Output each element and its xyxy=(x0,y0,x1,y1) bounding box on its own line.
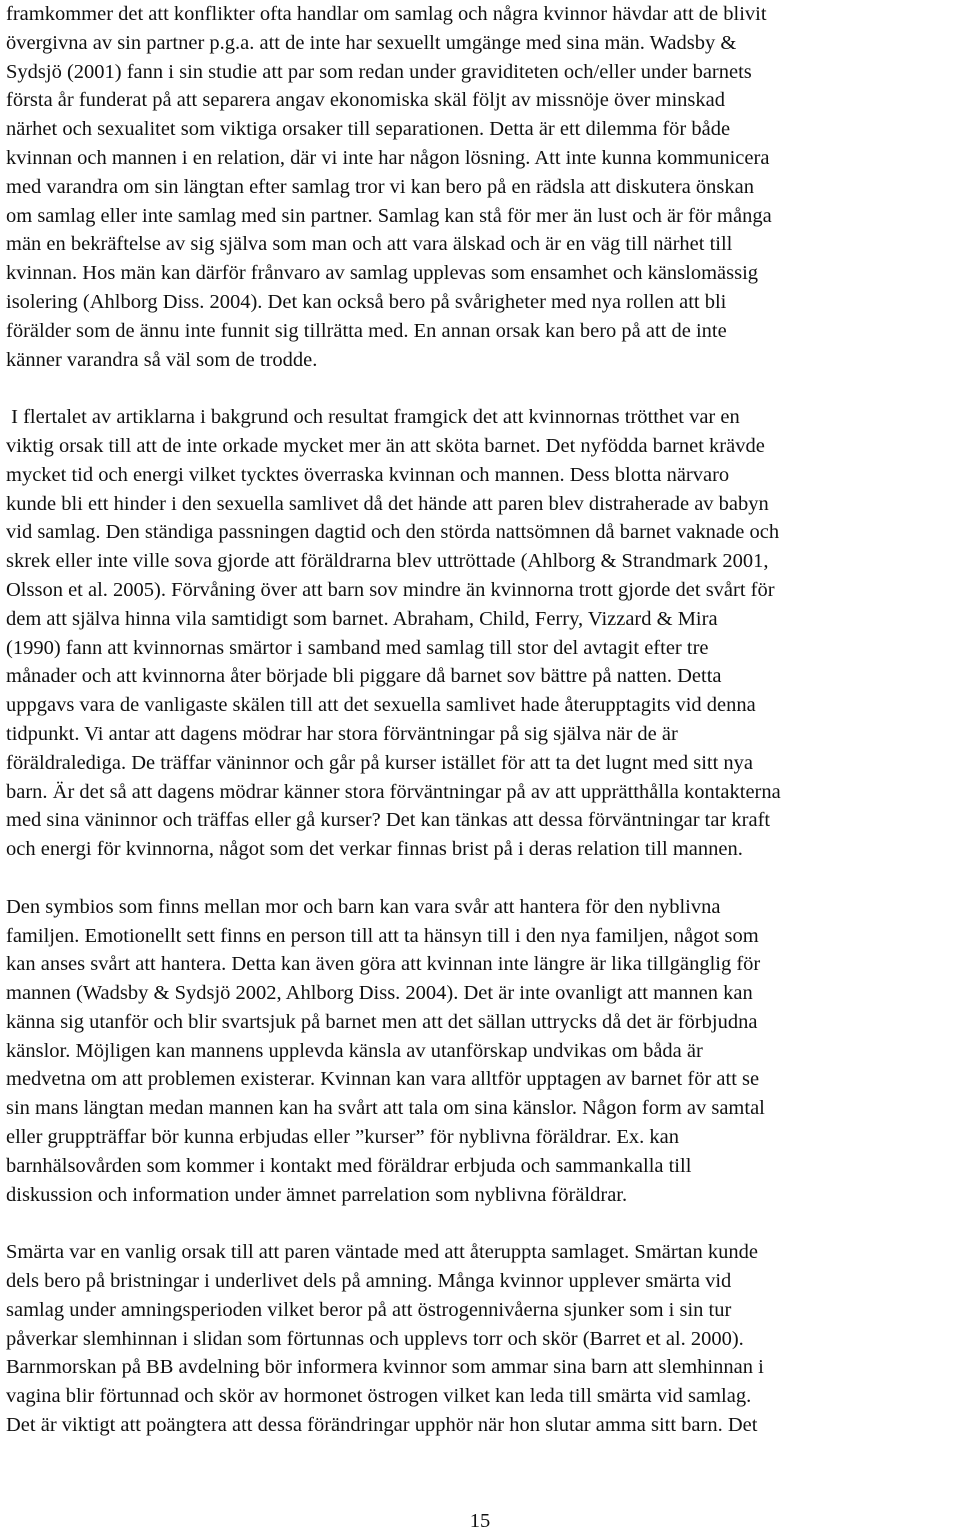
paragraph-gap xyxy=(6,374,954,403)
text-line: första år funderat på att separera angav ekonomiska skäl följt av missnöje över minskad xyxy=(6,89,725,112)
text-line: mannen (Wadsby & Sydsjö 2002, Ahlborg Diss. 2004). Det är inte ovanligt att mannen kan xyxy=(6,982,753,1005)
text-line: om samlag eller inte samlag med sin partner. Samlag kan stå för mer än lust och är för många xyxy=(6,204,772,227)
text-line: barn. Är det så att dagens mödrar känner stora förväntningar på av att upprätthålla kontakterna xyxy=(6,780,781,803)
text-line: framkommer det att konflikter ofta handlar om samlag och några kvinnor hävdar att de blivit xyxy=(6,3,767,25)
text-line: Den symbios som finns mellan mor och barn kan vara svår att hantera för den nyblivna xyxy=(6,895,721,918)
text-line: tidpunkt. Vi antar att dagens mödrar har stora förväntningar på sig själva när de är xyxy=(6,722,678,745)
text-line: eller gruppträffar bör kunna erbjudas eller ”kurser” för nyblivna föräldrar. Ex. kan xyxy=(6,1126,679,1149)
text-line: isolering (Ahlborg Diss. 2004). Det kan också bero på svårigheter med nya rollen att bli xyxy=(6,290,727,313)
page-number: 15 xyxy=(469,1510,491,1532)
text-line: månader och att kvinnorna åter började bli piggare då barnet sov bättre på natten. Detta xyxy=(6,665,722,688)
text-line: barnhälsovården som kommer i kontakt med föräldrar erbjuda och sammankalla till xyxy=(6,1154,692,1177)
text-line: dem att själva hinna vila samtidigt som barnet. Abraham, Child, Ferry, Vizzard & Mira xyxy=(6,607,718,630)
text-line: påverkar slemhinnan i slidan som förtunnas och upplevs torr och skör (Barret et al. 2000). xyxy=(6,1327,744,1350)
text-line: förälder som de ännu inte funnit sig tillrätta med. En annan orsak kan bero på att de inte xyxy=(6,319,727,342)
document-page xyxy=(6,0,954,1440)
paragraph-3 xyxy=(6,893,954,1210)
text-line: viktig orsak till att de inte orkade mycket mer än att sköta barnet. Det nyfödda barnet krävde xyxy=(6,434,765,457)
text-line: medvetna om att problemen existerar. Kvinnan kan vara alltför upptagen av barnet för att se xyxy=(6,1068,760,1091)
text-line: Barnmorskan på BB avdelning bör informera kvinnor som ammar sina barn att slemhinnan i xyxy=(6,1356,764,1379)
text-line: familjen. Emotionellt sett finns en person till att ta hänsyn till i den nya familjen, något som xyxy=(6,924,759,947)
text-line: vagina blir förtunnad och skör av hormonet östrogen vilket kan leda till smärta vid samlag. xyxy=(6,1385,752,1408)
text-line: skrek eller inte ville sova gjorde att föräldrarna blev uttröttade (Ahlborg & Strandmark 2001, xyxy=(6,550,769,573)
text-line: kunde bli ett hinder i den sexuella samlivet då det hände att paren blev distraherade av babyn xyxy=(6,492,769,515)
text-line: I flertalet av artiklarna i bakgrund och resultat framgick det att kvinnornas trötthet var en xyxy=(6,406,740,429)
paragraph-gap xyxy=(6,864,954,893)
text-line: sin mans längtan medan mannen kan ha svårt att tala om sina känslor. Någon form av samtal xyxy=(6,1097,765,1120)
text-line: övergivna av sin partner p.g.a. att de inte har sexuellt umgänge med sina män. Wadsby & xyxy=(6,31,737,54)
paragraph-gap xyxy=(6,1209,954,1238)
text-line: (1990) fann att kvinnornas smärtor i samband med samlag till stor del avtagit efter tre xyxy=(6,636,709,659)
text-line: med varandra om sin längtan efter samlag tror vi kan bero på en rädsla att diskutera önskan xyxy=(6,175,754,198)
paragraph-1 xyxy=(6,0,954,374)
text-line: närhet och sexualitet som viktiga orsaker till separationen. Detta är ett dilemma för både xyxy=(6,118,731,141)
text-line: och energi för kvinnorna, något som det verkar finnas brist på i deras relation till mannen. xyxy=(6,838,743,861)
text-line: Olsson et al. 2005). Förvåning över att barn sov mindre än kvinnorna trott gjorde det svårt för xyxy=(6,578,775,601)
text-line: män en bekräftelse av sig själva som man och att vara älskad och är en väg till närhet till xyxy=(6,233,733,256)
text-line: med sina väninnor och träffas eller gå kurser? Det kan tänkas att dessa förväntningar tar kraft xyxy=(6,809,771,832)
text-line: känslor. Möjligen kan mannens upplevda känsla av utanförskap undvikas om båda är xyxy=(6,1039,703,1062)
text-line: diskussion och information under ämnet parrelation som nyblivna föräldrar. xyxy=(6,1183,628,1206)
text-line: kvinnan. Hos män kan därför frånvaro av samlag upplevas som ensamhet och känslomässig xyxy=(6,262,759,285)
text-line: föräldralediga. De träffar väninnor och går på kurser istället för att ta det lugnt med sitt nya xyxy=(6,751,754,774)
paragraph-4 xyxy=(6,1238,954,1440)
text-line: uppgavs vara de vanligaste skälen till att det sexuella samlivet hade återupptagits vid denna xyxy=(6,694,756,717)
paragraph-2 xyxy=(6,403,954,864)
text-line: Det är viktigt att poängtera att dessa förändringar upphör när hon slutar amma sitt barn. Det xyxy=(6,1414,758,1437)
text-line: dels bero på bristningar i underlivet dels på amning. Många kvinnor upplever smärta vid xyxy=(6,1270,732,1293)
text-line: Sydsjö (2001) fann i sin studie att par som redan under graviditeten och/eller under barnets xyxy=(6,60,752,83)
text-line: känner varandra så väl som de trodde. xyxy=(6,348,318,371)
text-line: känna sig utanför och blir svartsjuk på barnet men att det sällan uttrycks då det är förbjudna xyxy=(6,1010,758,1033)
text-line: kvinnan och mannen i en relation, där vi inte har någon lösning. Att inte kunna kommunicera xyxy=(6,146,770,169)
text-line: vid samlag. Den ständiga passningen dagtid och den störda nattsömnen då barnet vaknade och xyxy=(6,521,780,544)
text-line: Smärta var en vanlig orsak till att paren väntade med att återuppta samlaget. Smärtan kunde xyxy=(6,1241,758,1264)
text-line: kan anses svårt att hantera. Detta kan även göra att kvinnan inte längre är lika tillgänglig för xyxy=(6,953,761,976)
text-line: samlag under amningsperioden vilket beror på att östrogennivåerna sjunker som i sin tur xyxy=(6,1298,732,1321)
text-line: mycket tid och energi vilket tycktes överraska kvinnan och mannen. Dess blotta närvaro xyxy=(6,463,730,486)
